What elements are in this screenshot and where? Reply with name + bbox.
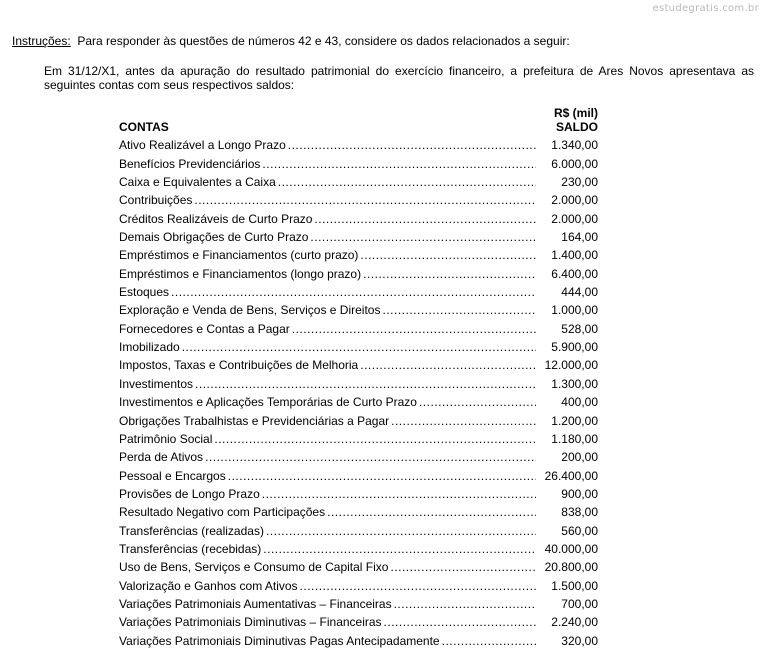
table-row (119, 262, 598, 280)
table-row (119, 189, 598, 207)
account-name: Resultado Negativo com Participações (119, 505, 326, 520)
account-name: Empréstimos e Financiamentos (curto prazo) (119, 248, 359, 263)
dot-leader (384, 615, 536, 629)
table-row (119, 244, 598, 262)
account-name: Variações Patrimoniais Aumentativas – Financeiras (119, 596, 392, 611)
dot-leader (205, 450, 536, 464)
table-row (119, 299, 598, 317)
dot-leader (390, 560, 536, 574)
dot-leader (292, 322, 536, 336)
table-row (119, 226, 598, 244)
dot-leader (214, 432, 536, 446)
account-name: Impostos, Taxas e Contribuições de Melhoria (119, 358, 359, 373)
table-body (119, 134, 598, 648)
table-row (119, 171, 598, 189)
table-row (119, 409, 598, 427)
table-row (119, 207, 598, 225)
account-balance: 230,00 (561, 175, 598, 190)
account-balance: 2.240,00 (551, 615, 598, 630)
table-row (119, 391, 598, 409)
table-row (119, 538, 598, 556)
account-name: Créditos Realizáveis de Curto Prazo (119, 211, 313, 226)
dot-leader (314, 212, 536, 226)
table-header (119, 106, 598, 134)
account-name: Benefícios Previdenciários (119, 156, 261, 171)
dot-leader (262, 157, 536, 171)
account-name: Demais Obrigações de Curto Prazo (119, 230, 309, 245)
dot-leader (360, 248, 536, 262)
account-name: Variações Patrimoniais Diminutivas Pagas Antecipadamente (119, 633, 440, 648)
table-row (119, 428, 598, 446)
account-balance: 1.200,00 (551, 413, 598, 428)
dot-leader (391, 414, 536, 428)
account-balance: 20.800,00 (544, 560, 598, 575)
account-balance: 1.000,00 (551, 303, 598, 318)
column-header-saldo (554, 106, 598, 134)
account-balance: 838,00 (561, 505, 598, 520)
account-name: Empréstimos e Financiamentos (longo prazo) (119, 266, 362, 281)
dot-leader (327, 505, 536, 519)
table-row (119, 611, 598, 629)
account-name: Investimentos e Aplicações Temporárias de Curto Prazo (119, 395, 417, 410)
dot-leader (278, 175, 536, 189)
dot-leader (262, 487, 536, 501)
instructions-text: Para responder às questões de números 42 e 43, considere os dados relacionados a seguir: (77, 34, 570, 48)
dot-leader (288, 138, 536, 152)
account-balance: 1.300,00 (551, 376, 598, 391)
account-name: Pessoal e Encargos (119, 468, 226, 483)
dot-leader (419, 395, 536, 409)
table-row (119, 593, 598, 611)
dot-leader (228, 469, 536, 483)
table-row (119, 519, 598, 537)
table-row (119, 134, 598, 152)
table-row (119, 354, 598, 372)
table-row (119, 446, 598, 464)
saldo-label: SALDO (556, 120, 598, 134)
dot-leader (394, 597, 536, 611)
account-balance: 1.340,00 (551, 138, 598, 153)
account-name: Transferências (recebidas) (119, 541, 262, 556)
instructions (12, 34, 570, 48)
dot-leader (266, 524, 536, 538)
table-row (119, 483, 598, 501)
account-balance: 12.000,00 (544, 358, 598, 373)
account-balance: 26.400,00 (544, 468, 598, 483)
dot-leader (442, 634, 536, 648)
table-row (119, 317, 598, 335)
account-name: Obrigações Trabalhistas e Previdenciárias a Pagar (119, 413, 390, 428)
account-balance: 700,00 (561, 596, 598, 611)
account-balance: 6.000,00 (551, 156, 598, 171)
account-name: Caixa e Equivalentes a Caixa (119, 175, 276, 190)
account-balance: 900,00 (561, 486, 598, 501)
dot-leader (194, 193, 536, 207)
instructions-label: Instruções: (12, 34, 71, 48)
account-balance: 444,00 (561, 285, 598, 300)
account-balance: 1.180,00 (551, 431, 598, 446)
table-row (119, 464, 598, 482)
table-row (119, 372, 598, 390)
dot-leader (382, 303, 536, 317)
account-name: Transferências (realizadas) (119, 523, 264, 538)
table-row (119, 574, 598, 592)
account-balance: 1.500,00 (551, 578, 598, 593)
table-row (119, 152, 598, 170)
watermark: estudegratis.com.br (652, 3, 759, 14)
account-name: Variações Patrimoniais Diminutivas – Financeiras (119, 615, 382, 630)
account-balance: 6.400,00 (551, 266, 598, 281)
dot-leader (182, 340, 536, 354)
table-row (119, 281, 598, 299)
intro-paragraph: Em 31/12/X1, antes da apuração do resultado patrimonial do exercício financeiro, a prefeitura de Ares Novos apresentava as seguintes contas com seus respectivos saldos: (44, 64, 754, 92)
account-balance: 164,00 (561, 230, 598, 245)
unit-label: R$ (mil) (553, 106, 598, 120)
column-header-contas: CONTAS (119, 120, 169, 134)
dot-leader (360, 358, 536, 372)
table-row (119, 336, 598, 354)
account-balance: 5.900,00 (551, 340, 598, 355)
account-balance: 2.000,00 (551, 193, 598, 208)
account-name: Uso de Bens, Serviços e Consumo de Capital Fixo (119, 560, 389, 575)
account-balance: 320,00 (561, 633, 598, 648)
account-balance: 528,00 (561, 321, 598, 336)
account-balance: 200,00 (561, 450, 598, 465)
account-balance: 40.000,00 (544, 541, 598, 556)
account-name: Fornecedores e Contas a Pagar (119, 321, 290, 336)
dot-leader (171, 285, 536, 299)
account-name: Patrimônio Social (119, 431, 213, 446)
account-name: Provisões de Longo Prazo (119, 486, 260, 501)
account-name: Exploração e Venda de Bens, Serviços e Direitos (119, 303, 381, 318)
account-balance: 400,00 (561, 395, 598, 410)
dot-leader (310, 230, 536, 244)
account-balance: 1.400,00 (551, 248, 598, 263)
table-row (119, 556, 598, 574)
dot-leader (263, 542, 536, 556)
accounts-table (119, 106, 598, 648)
dot-leader (363, 267, 536, 281)
account-name: Contribuições (119, 193, 193, 208)
account-balance: 2.000,00 (551, 211, 598, 226)
dot-leader (195, 377, 536, 391)
account-name: Investimentos (119, 376, 194, 391)
account-name: Perda de Ativos (119, 450, 204, 465)
account-name: Imobilizado (119, 340, 180, 355)
account-balance: 560,00 (561, 523, 598, 538)
dot-leader (300, 579, 536, 593)
table-row (119, 629, 598, 647)
account-name: Ativo Realizável a Longo Prazo (119, 138, 286, 153)
table-row (119, 501, 598, 519)
account-name: Estoques (119, 285, 170, 300)
account-name: Valorização e Ganhos com Ativos (119, 578, 298, 593)
